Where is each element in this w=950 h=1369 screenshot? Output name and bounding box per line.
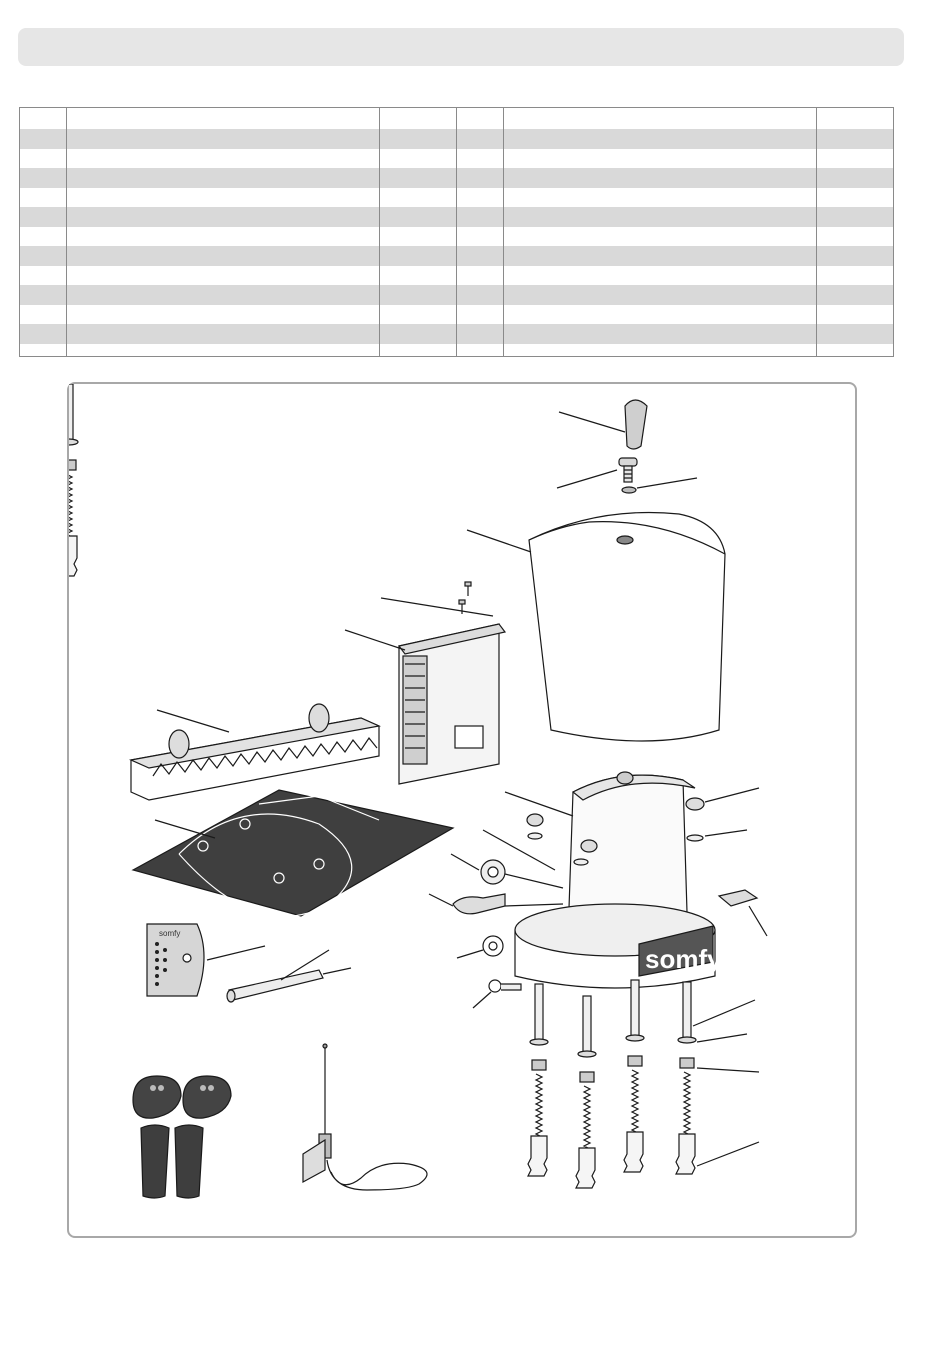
table-cell xyxy=(504,207,817,227)
table-cell xyxy=(817,149,893,169)
table-cell xyxy=(20,246,67,266)
key-washer xyxy=(622,478,697,493)
table-cell xyxy=(457,188,505,208)
table-cell xyxy=(380,168,457,188)
nut-right xyxy=(686,788,759,841)
table-cell xyxy=(504,168,817,188)
table-cell xyxy=(380,188,457,208)
table-cell xyxy=(457,324,505,344)
table-cell xyxy=(67,285,380,305)
table-cell xyxy=(20,227,67,247)
release-key xyxy=(559,400,647,449)
table-cell xyxy=(67,149,380,169)
table-cell xyxy=(817,129,893,149)
table-cell xyxy=(457,285,505,305)
table-cell xyxy=(67,168,380,188)
motor-cover xyxy=(467,512,725,741)
table-cell xyxy=(67,246,380,266)
table-cell xyxy=(504,344,817,358)
table-cell xyxy=(20,285,67,305)
table-cell xyxy=(457,129,505,149)
keyfob-remotes xyxy=(133,1076,231,1198)
table-cell xyxy=(817,188,893,208)
gear-rack xyxy=(131,704,379,800)
table-cell xyxy=(67,324,380,344)
table-row xyxy=(20,129,893,149)
table-cell xyxy=(20,188,67,208)
section-title-bar xyxy=(18,28,904,66)
table-cell xyxy=(380,266,457,286)
table-cell xyxy=(457,246,505,266)
bearing-ring xyxy=(451,854,563,888)
table-cell xyxy=(504,305,817,325)
table-cell xyxy=(817,246,893,266)
table-cell xyxy=(67,266,380,286)
plate-logo-text: somfy xyxy=(159,929,181,938)
table-row xyxy=(20,246,893,266)
table-cell xyxy=(817,266,893,286)
motor-base xyxy=(515,904,722,988)
table-cell xyxy=(457,168,505,188)
key-screw xyxy=(557,458,637,488)
table-cell xyxy=(457,207,505,227)
programming-plate xyxy=(147,924,265,996)
table-cell xyxy=(817,285,893,305)
table-row xyxy=(20,344,893,358)
table-cell xyxy=(20,108,67,129)
table-cell xyxy=(457,266,505,286)
table-cell xyxy=(504,188,817,208)
table-cell xyxy=(380,108,457,129)
table-cell xyxy=(67,305,380,325)
drilling-template xyxy=(133,790,453,916)
table-row xyxy=(20,149,893,169)
table-cell xyxy=(504,324,817,344)
table-cell xyxy=(817,207,893,227)
table-cell xyxy=(20,305,67,325)
table-cell xyxy=(817,108,893,129)
table-cell xyxy=(504,129,817,149)
table-cell xyxy=(457,344,505,358)
screws-small xyxy=(459,582,471,614)
ring-terminal xyxy=(473,980,521,1008)
table-cell xyxy=(380,207,457,227)
table-row xyxy=(20,188,893,208)
table-cell xyxy=(67,227,380,247)
exploded-view-diagram xyxy=(67,382,857,1238)
table-row xyxy=(20,285,893,305)
table-cell xyxy=(20,129,67,149)
table-cell xyxy=(380,285,457,305)
table-cell xyxy=(504,266,817,286)
table-row xyxy=(20,324,893,344)
table-cell xyxy=(817,168,893,188)
table-cell xyxy=(817,227,893,247)
table-cell xyxy=(20,168,67,188)
table-cell xyxy=(504,108,817,129)
table-cell xyxy=(817,305,893,325)
table-cell xyxy=(67,207,380,227)
table-row xyxy=(20,168,893,188)
table-row xyxy=(20,227,893,247)
table-cell xyxy=(380,129,457,149)
flat-washer xyxy=(457,936,503,958)
table-cell xyxy=(457,149,505,169)
parts-list-table xyxy=(19,107,894,357)
table-cell xyxy=(20,266,67,286)
table-cell xyxy=(67,108,380,129)
table-row xyxy=(20,207,893,227)
table-cell xyxy=(457,108,505,129)
base-logo-text: somfy xyxy=(645,944,722,974)
antenna xyxy=(303,1044,427,1190)
table-cell xyxy=(817,324,893,344)
limit-cam xyxy=(429,894,563,914)
table-cell xyxy=(457,227,505,247)
table-cell xyxy=(20,324,67,344)
table-cell xyxy=(67,188,380,208)
screwdriver xyxy=(227,950,351,1002)
table-row xyxy=(20,108,893,129)
table-cell xyxy=(380,246,457,266)
table-cell xyxy=(380,324,457,344)
table-cell xyxy=(504,149,817,169)
table-row xyxy=(20,305,893,325)
table-cell xyxy=(380,344,457,358)
table-cell xyxy=(67,129,380,149)
table-cell xyxy=(20,344,67,358)
motor-unit xyxy=(505,772,695,921)
table-cell xyxy=(457,305,505,325)
table-cell xyxy=(504,246,817,266)
table-cell xyxy=(20,149,67,169)
table-cell xyxy=(380,227,457,247)
table-cell xyxy=(504,285,817,305)
table-cell xyxy=(817,344,893,358)
table-cell xyxy=(504,227,817,247)
table-cell xyxy=(20,207,67,227)
exploded-view-svg xyxy=(69,384,859,1240)
table-cell xyxy=(380,305,457,325)
table-cell xyxy=(67,344,380,358)
cable-gland xyxy=(719,890,767,936)
table-row xyxy=(20,266,893,286)
table-cell xyxy=(380,149,457,169)
